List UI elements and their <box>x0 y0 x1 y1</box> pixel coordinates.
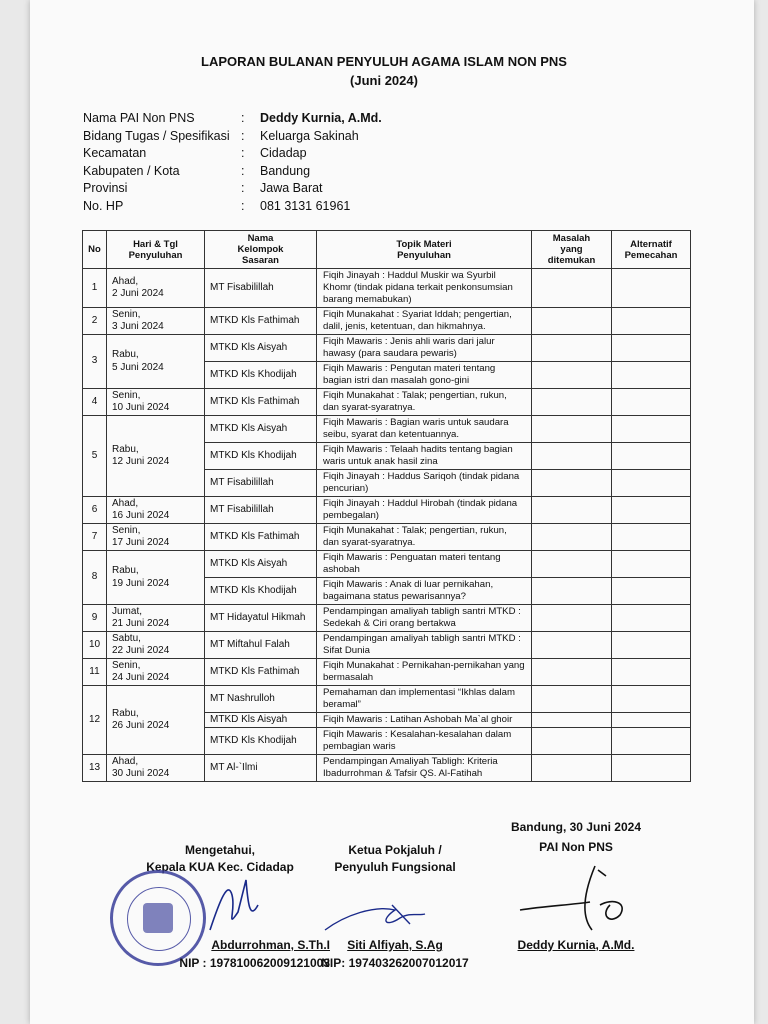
info-value: 081 3131 61961 <box>260 198 351 213</box>
cell-day: Rabu, <box>112 707 139 719</box>
cell-problem <box>532 308 612 335</box>
cell-date <box>107 686 205 755</box>
cell-topic: Fiqih Mawaris : Pengutan materi tentang bagian istri dan masalah gono-gini <box>317 362 532 389</box>
cell-topic: Fiqih Munakahat : Talak; pengertian, rukun, dan syarat-syaratnya. <box>317 389 532 416</box>
cell-alternative <box>612 389 691 416</box>
info-value: Cidadap <box>260 146 307 160</box>
table-row <box>83 389 691 416</box>
cell-alternative <box>612 443 691 470</box>
cell-date <box>107 335 205 389</box>
cell-date <box>107 497 205 524</box>
cell-problem <box>532 269 612 308</box>
cell-alternative <box>612 497 691 524</box>
cell-date-text: 10 Juni 2024 <box>112 402 170 413</box>
cell-alternative <box>612 755 691 782</box>
info-colon: : <box>241 163 245 178</box>
cell-problem <box>532 728 612 755</box>
cell-alternative <box>612 335 691 362</box>
table-row <box>83 551 691 578</box>
cell-topic: Fiqih Mawaris : Latihan Ashobah Ma`al ghoir <box>317 713 532 728</box>
cell-date-text: 16 Juni 2024 <box>112 510 170 521</box>
cell-topic: Fiqih Munakahat : Syariat Iddah; pengertian, dalil, jenis, ketentuan, dan hikmahnya. <box>317 308 532 335</box>
cell-alternative <box>612 269 691 308</box>
cell-problem <box>532 551 612 578</box>
cell-date-text: 24 Juni 2024 <box>112 672 170 683</box>
cell-date-text: 22 Juni 2024 <box>112 645 170 656</box>
cell-problem <box>532 497 612 524</box>
cell-topic: Fiqih Mawaris : Kesalahan-kesalahan dalam pembagian waris <box>317 728 532 755</box>
cell-group: MTKD Kls Khodijah <box>205 728 317 755</box>
cell-day: Ahad, <box>112 755 139 767</box>
cell-date-text: 5 Juni 2024 <box>112 361 164 373</box>
stamp-emblem-icon <box>143 903 173 933</box>
cell-date <box>107 416 205 497</box>
cell-no: 7 <box>83 524 107 551</box>
cell-topic: Fiqih Mawaris : Telaah hadits tentang bagian waris untuk anak hasil zina <box>317 443 532 470</box>
cell-alternative <box>612 416 691 443</box>
cell-topic: Pemahaman dan implementasi “Ikhlas dalam beramal” <box>317 686 532 713</box>
info-value: Bandung <box>260 163 311 178</box>
info-label: No. HP <box>83 198 124 213</box>
info-label: Bidang Tugas / Spesifikasi <box>83 128 230 143</box>
cell-day: Jumat, <box>112 605 143 617</box>
table-row <box>83 308 691 335</box>
cell-day: Rabu, <box>112 565 139 576</box>
cell-date <box>107 269 205 308</box>
header-group: Nama Kelompok Sasaran <box>205 231 317 269</box>
cell-topic: Fiqih Munakahat : Talak; pengertian, rukun, dan syarat-syaratnya. <box>317 524 532 551</box>
cell-date <box>107 755 205 782</box>
activity-table <box>82 230 691 782</box>
cell-alternative <box>612 470 691 497</box>
signer-left-office: Kepala KUA Kec. Cidadap <box>146 860 294 874</box>
table-row <box>83 755 691 782</box>
info-value: Deddy Kurnia, A.Md. <box>260 111 382 125</box>
cell-group: MTKD Kls Fathimah <box>205 389 317 416</box>
cell-problem <box>532 443 612 470</box>
cell-no: 10 <box>83 632 107 659</box>
cell-date-text: 3 Juni 2024 <box>112 321 164 332</box>
cell-problem <box>532 686 612 713</box>
cell-group: MTKD Kls Fathimah <box>205 308 317 335</box>
info-colon: : <box>241 181 245 195</box>
signer-right-name: Deddy Kurnia, A.Md. <box>517 938 635 952</box>
cell-day: Ahad, <box>112 275 139 287</box>
cell-date-text: 30 Juni 2024 <box>112 768 170 779</box>
cell-day: Sabtu, <box>112 632 141 644</box>
cell-group: MT Al-`Ilmi <box>205 755 317 782</box>
cell-date <box>107 524 205 551</box>
signer-left-nip: NIP : 197810062009121003 <box>179 956 330 970</box>
cell-day: Senin, <box>112 524 141 536</box>
cell-problem <box>532 578 612 605</box>
cell-problem <box>532 632 612 659</box>
table-row <box>83 659 691 686</box>
cell-date-text: 19 Juni 2024 <box>112 577 170 589</box>
cell-no: 6 <box>83 497 107 524</box>
cell-day: Senin, <box>112 659 141 671</box>
cell-no: 9 <box>83 605 107 632</box>
cell-problem <box>532 524 612 551</box>
info-row-city <box>83 163 382 181</box>
cell-day: Senin, <box>112 389 141 401</box>
cell-no: 11 <box>83 659 107 686</box>
cell-no: 8 <box>83 551 107 605</box>
cell-alternative <box>612 632 691 659</box>
cell-no: 3 <box>83 335 107 389</box>
cell-alternative <box>612 551 691 578</box>
cell-date <box>107 605 205 632</box>
table-row <box>83 416 691 443</box>
cell-alternative <box>612 605 691 632</box>
info-row-field <box>83 128 382 146</box>
table-body <box>83 269 691 782</box>
cell-date-text: 21 Juni 2024 <box>112 618 170 629</box>
cell-date <box>107 389 205 416</box>
info-colon: : <box>241 128 245 143</box>
cell-date <box>107 308 205 335</box>
cell-no: 2 <box>83 308 107 335</box>
signer-middle-name: Siti Alfiyah, S.Ag <box>347 938 443 952</box>
report-period: (Juni 2024) <box>350 73 418 88</box>
table-row <box>83 269 691 308</box>
cell-group: MTKD Kls Fathimah <box>205 659 317 686</box>
cell-no: 4 <box>83 389 107 416</box>
signer-right-title: PAI Non PNS <box>539 840 613 854</box>
info-row-name <box>83 110 382 128</box>
cell-problem <box>532 470 612 497</box>
cell-problem <box>532 416 612 443</box>
cell-problem <box>532 335 612 362</box>
cell-group: MT Nashrulloh <box>205 686 317 713</box>
cell-alternative <box>612 686 691 713</box>
cell-alternative <box>612 659 691 686</box>
cell-problem <box>532 389 612 416</box>
cell-problem <box>532 713 612 728</box>
cell-topic: Pendampingan Amaliyah Tabligh: Kriteria Ibadurrohman & Tafsir QS. Al-Fatihah <box>317 755 532 782</box>
cell-group: MT Miftahul Falah <box>205 632 317 659</box>
cell-topic: Fiqih Jinayah : Haddul Muskir wa Syurbil Khomr (tindak pidana terkait penkonsumsian barang memabukan) <box>317 269 532 308</box>
signer-left-title: Mengetahui, <box>184 843 255 857</box>
cell-topic: Fiqih Munakahat : Pernikahan-pernikahan yang bermasalah <box>317 659 532 686</box>
header-no: No <box>83 231 107 269</box>
cell-date-text: 17 Juni 2024 <box>112 537 170 548</box>
cell-no: 12 <box>83 686 107 755</box>
cell-group: MT Hidayatul Hikmah <box>205 605 317 632</box>
info-label: Kabupaten / Kota <box>83 163 180 178</box>
cell-problem <box>532 755 612 782</box>
cell-day: Rabu, <box>112 443 139 455</box>
info-value: Jawa Barat <box>260 181 323 195</box>
header-problem: Masalah yang ditemukan <box>532 231 612 269</box>
info-colon: : <box>241 146 245 160</box>
cell-group: MTKD Kls Fathimah <box>205 524 317 551</box>
cell-topic: Fiqih Jinayah : Haddul Hirobah (tindak pidana pembegalan) <box>317 497 532 524</box>
identity-section <box>83 110 382 215</box>
cell-problem <box>532 605 612 632</box>
cell-group: MTKD Kls Khodijah <box>205 443 317 470</box>
info-value: Keluarga Sakinah <box>260 128 359 143</box>
cell-group: MTKD Kls Aisyah <box>205 551 317 578</box>
cell-group: MTKD Kls Khodijah <box>205 578 317 605</box>
cell-topic: Fiqih Jinayah : Haddus Sariqoh (tindak pidana pencurian) <box>317 470 532 497</box>
cell-alternative <box>612 578 691 605</box>
cell-day: Rabu, <box>112 349 139 360</box>
table-header-row <box>83 231 691 269</box>
cell-problem <box>532 362 612 389</box>
cell-problem <box>532 659 612 686</box>
info-row-district <box>83 145 382 163</box>
cell-date-text: 26 Juni 2024 <box>112 720 170 731</box>
info-label: Provinsi <box>83 181 128 195</box>
cell-group: MT Fisabilillah <box>205 497 317 524</box>
cell-date-text: 2 Juni 2024 <box>112 288 164 299</box>
cell-alternative <box>612 308 691 335</box>
cell-topic: Fiqih Mawaris : Anak di luar pernikahan, bagaimana status pewarisannya? <box>317 578 532 605</box>
cell-group: MT Fisabilillah <box>205 269 317 308</box>
header-alternative: Alternatif Pemecahan <box>612 231 691 269</box>
cell-topic: Fiqih Mawaris : Bagian waris untuk saudara seibu, syarat dan ketentuannya. <box>317 416 532 443</box>
table-row <box>83 632 691 659</box>
place-date: Bandung, 30 Juni 2024 <box>510 820 642 834</box>
cell-day: Ahad, <box>112 497 139 509</box>
cell-group: MT Fisabilillah <box>205 470 317 497</box>
cell-group: MTKD Kls Khodijah <box>205 362 317 389</box>
table-row <box>83 497 691 524</box>
signer-middle-nip: NIP: 197403262007012017 <box>321 956 469 970</box>
cell-date-text: 12 Juni 2024 <box>112 456 170 467</box>
info-label: Kecamatan <box>83 146 147 160</box>
cell-alternative <box>612 524 691 551</box>
info-label: Nama PAI Non PNS <box>83 111 195 125</box>
cell-group: MTKD Kls Aisyah <box>205 713 317 728</box>
cell-topic: Pendampingan amaliyah tabligh santri MTKD : Sifat Dunia <box>317 632 532 659</box>
signer-middle-office: Penyuluh Fungsional <box>334 860 456 874</box>
cell-topic: Fiqih Mawaris : Jenis ahli waris dari jalur hawasy (para saudara pewaris) <box>317 335 532 362</box>
signer-left-name: Abdurrohman, S.Th.I <box>211 938 330 952</box>
table-row <box>83 605 691 632</box>
cell-topic: Fiqih Mawaris : Penguatan materi tentang ashobah <box>317 551 532 578</box>
cell-date <box>107 659 205 686</box>
cell-alternative <box>612 728 691 755</box>
table-row <box>83 524 691 551</box>
cell-no: 13 <box>83 755 107 782</box>
cell-group: MTKD Kls Aisyah <box>205 335 317 362</box>
info-row-phone <box>83 198 382 216</box>
signer-middle-title: Ketua Pokjaluh / <box>348 843 442 857</box>
cell-no: 1 <box>83 269 107 308</box>
info-row-province <box>83 180 382 198</box>
table-row <box>83 335 691 362</box>
header-date: Hari & Tgl Penyuluhan <box>107 231 205 269</box>
cell-topic: Pendampingan amaliyah tabligh santri MTKD : Sedekah & Ciri orang bertakwa <box>317 605 532 632</box>
cell-day: Senin, <box>112 308 141 320</box>
table-row <box>83 686 691 713</box>
cell-group: MTKD Kls Aisyah <box>205 416 317 443</box>
info-colon: : <box>241 111 245 125</box>
report-title: LAPORAN BULANAN PENYULUH AGAMA ISLAM NON PNS <box>201 54 567 69</box>
cell-alternative <box>612 713 691 728</box>
cell-no: 5 <box>83 416 107 497</box>
info-colon: : <box>241 198 245 213</box>
cell-alternative <box>612 362 691 389</box>
cell-date <box>107 551 205 605</box>
cell-date <box>107 632 205 659</box>
header-topic: Topik Materi Penyuluhan <box>317 231 532 269</box>
